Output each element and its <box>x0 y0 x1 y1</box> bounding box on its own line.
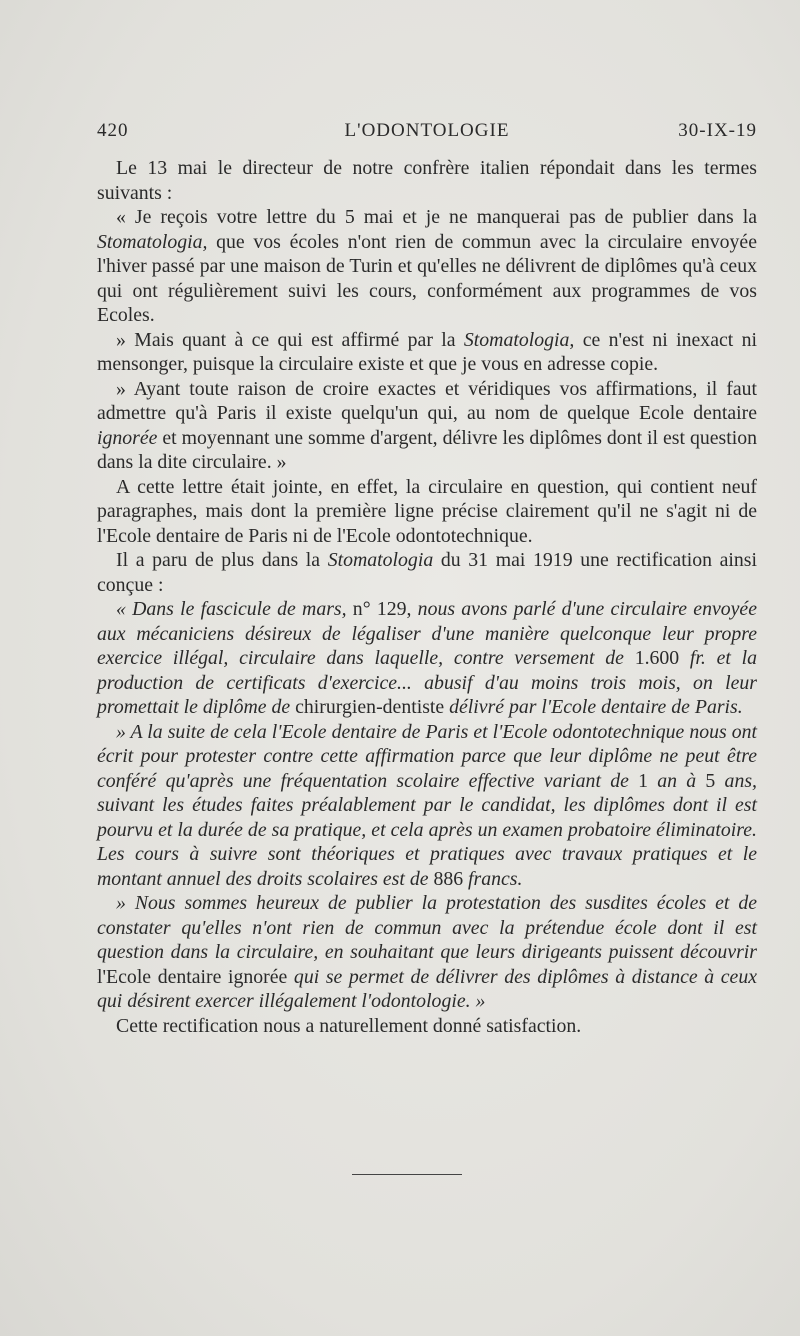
running-header <box>97 120 757 148</box>
text-run: « Je reçois votre lettre du 5 mai et je ne manquerai pas de publier dans la <box>116 206 757 228</box>
paragraph-6 <box>97 548 757 597</box>
quote-run: an à <box>648 769 706 792</box>
section-divider <box>352 1174 462 1175</box>
quote-run: francs. <box>463 867 523 890</box>
paragraph-10: Cette rectification nous a naturellement donné satisfaction. <box>116 1014 582 1037</box>
paragraph-3 <box>97 328 757 377</box>
text-run: » Mais quant à ce qui est affirmé par la <box>116 328 464 351</box>
paragraph-5: A cette lettre était jointe, en effet, la circulaire en question, qui contient neuf paragraphes, mais dont la première ligne précise clairement qu'il ne s'agit ni de l'Ecole dentaire de Paris ni de l'Ecole odontotechnique. <box>97 475 757 547</box>
text-run: 1 <box>638 769 648 792</box>
paragraph-2 <box>97 205 757 328</box>
page-number: 420 <box>97 120 129 141</box>
text-run: 1.600 <box>634 647 680 669</box>
quote-run: fr. et la production de certificats d'exercice... abusif d'au moins trois mois, on leur promettait le diplôme de <box>97 647 757 718</box>
quote-run: délivré par l'Ecole dentaire de Paris. <box>444 696 743 718</box>
quote-run: » Nous sommes heureux de publier la protestation des susdites écoles et de constater qu'elles n'ont rien de commun avec la prétendue école dont il est question dans la circulaire, en souhaitant que leurs dirigeants puissent découvrir <box>97 892 757 963</box>
quote-run: nous avons parlé d'une circulaire envoyée aux mécaniciens désireux de légaliser d'une manière quelconque leur propre exercice illégal, circulaire dans laquelle, contre versement de <box>97 598 757 669</box>
paragraph-8 <box>97 720 757 892</box>
journal-name: Stomatologia <box>327 549 434 571</box>
journal-title: L'ODONTOLOGIE <box>344 120 510 141</box>
text-run: Il a paru de plus dans la <box>116 549 328 571</box>
text-run: l'Ecole dentaire ignorée <box>97 965 288 988</box>
paragraph-4 <box>97 377 757 475</box>
text-run: du 31 mai 1919 une rectification ainsi conçue : <box>97 549 757 596</box>
paragraph-9 <box>97 891 757 1014</box>
text-run: chirurgien-dentiste <box>295 696 445 718</box>
paragraph-7 <box>97 597 757 720</box>
text-run: que vos écoles n'ont rien de commun avec la circulaire envoyée l'hiver passé par une maison de Turin et qu'elles ne délivrent de diplômes qu'à ceux qui ont régulièrement suivi les cours, conformément aux programmes de vos Ecoles. <box>97 230 757 326</box>
text-run: n° 129, <box>352 598 412 620</box>
quote-run: » A la suite de cela l'Ecole dentaire de Paris et l'Ecole odontotechnique nous ont écrit pour protester contre cette affirmation parce que leur diplôme ne peut être conféré qu'après une fréquentation scolaire effective variant de <box>97 720 757 792</box>
paragraph-1: Le 13 mai le directeur de notre confrère italien répondait dans les termes suivants : <box>97 157 757 204</box>
text-run: 886 <box>433 867 464 890</box>
emphasis: ignorée <box>97 426 158 449</box>
article-body <box>97 156 757 1038</box>
quote-run: qui se permet de délivrer des diplômes à distance à ceux qui désirent exercer illégalement l'odontologie. » <box>97 965 757 1012</box>
quote-run: ans, suivant les études faites préalablement par le candidat, les diplômes dont il est pourvu et la durée de sa pratique, et cela après un examen probatoire éliminatoire. Les cours à suivre sont théoriques et pratiques avec travaux pratiques et le montant annuel des droits scolaires est de <box>97 769 757 890</box>
text-run: ce n'est ni inexact ni mensonger, puisque la circulaire existe et que je vous en adresse copie. <box>97 328 757 375</box>
text-run: et moyennant une somme d'argent, délivre les diplômes dont il est question dans la dite circulaire. » <box>97 426 757 473</box>
text-run: » Ayant toute raison de croire exactes et véridiques vos affirmations, il faut admettre qu'à Paris il existe quelqu'un qui, au nom de quelque Ecole dentaire <box>97 377 757 424</box>
issue-date: 30-IX-19 <box>678 120 757 141</box>
quote-run: « Dans le fascicule de mars, <box>116 598 353 620</box>
journal-name: Stomatologia, <box>463 328 575 351</box>
journal-name: Stomatologia, <box>97 230 208 253</box>
text-run: 5 <box>705 769 716 792</box>
